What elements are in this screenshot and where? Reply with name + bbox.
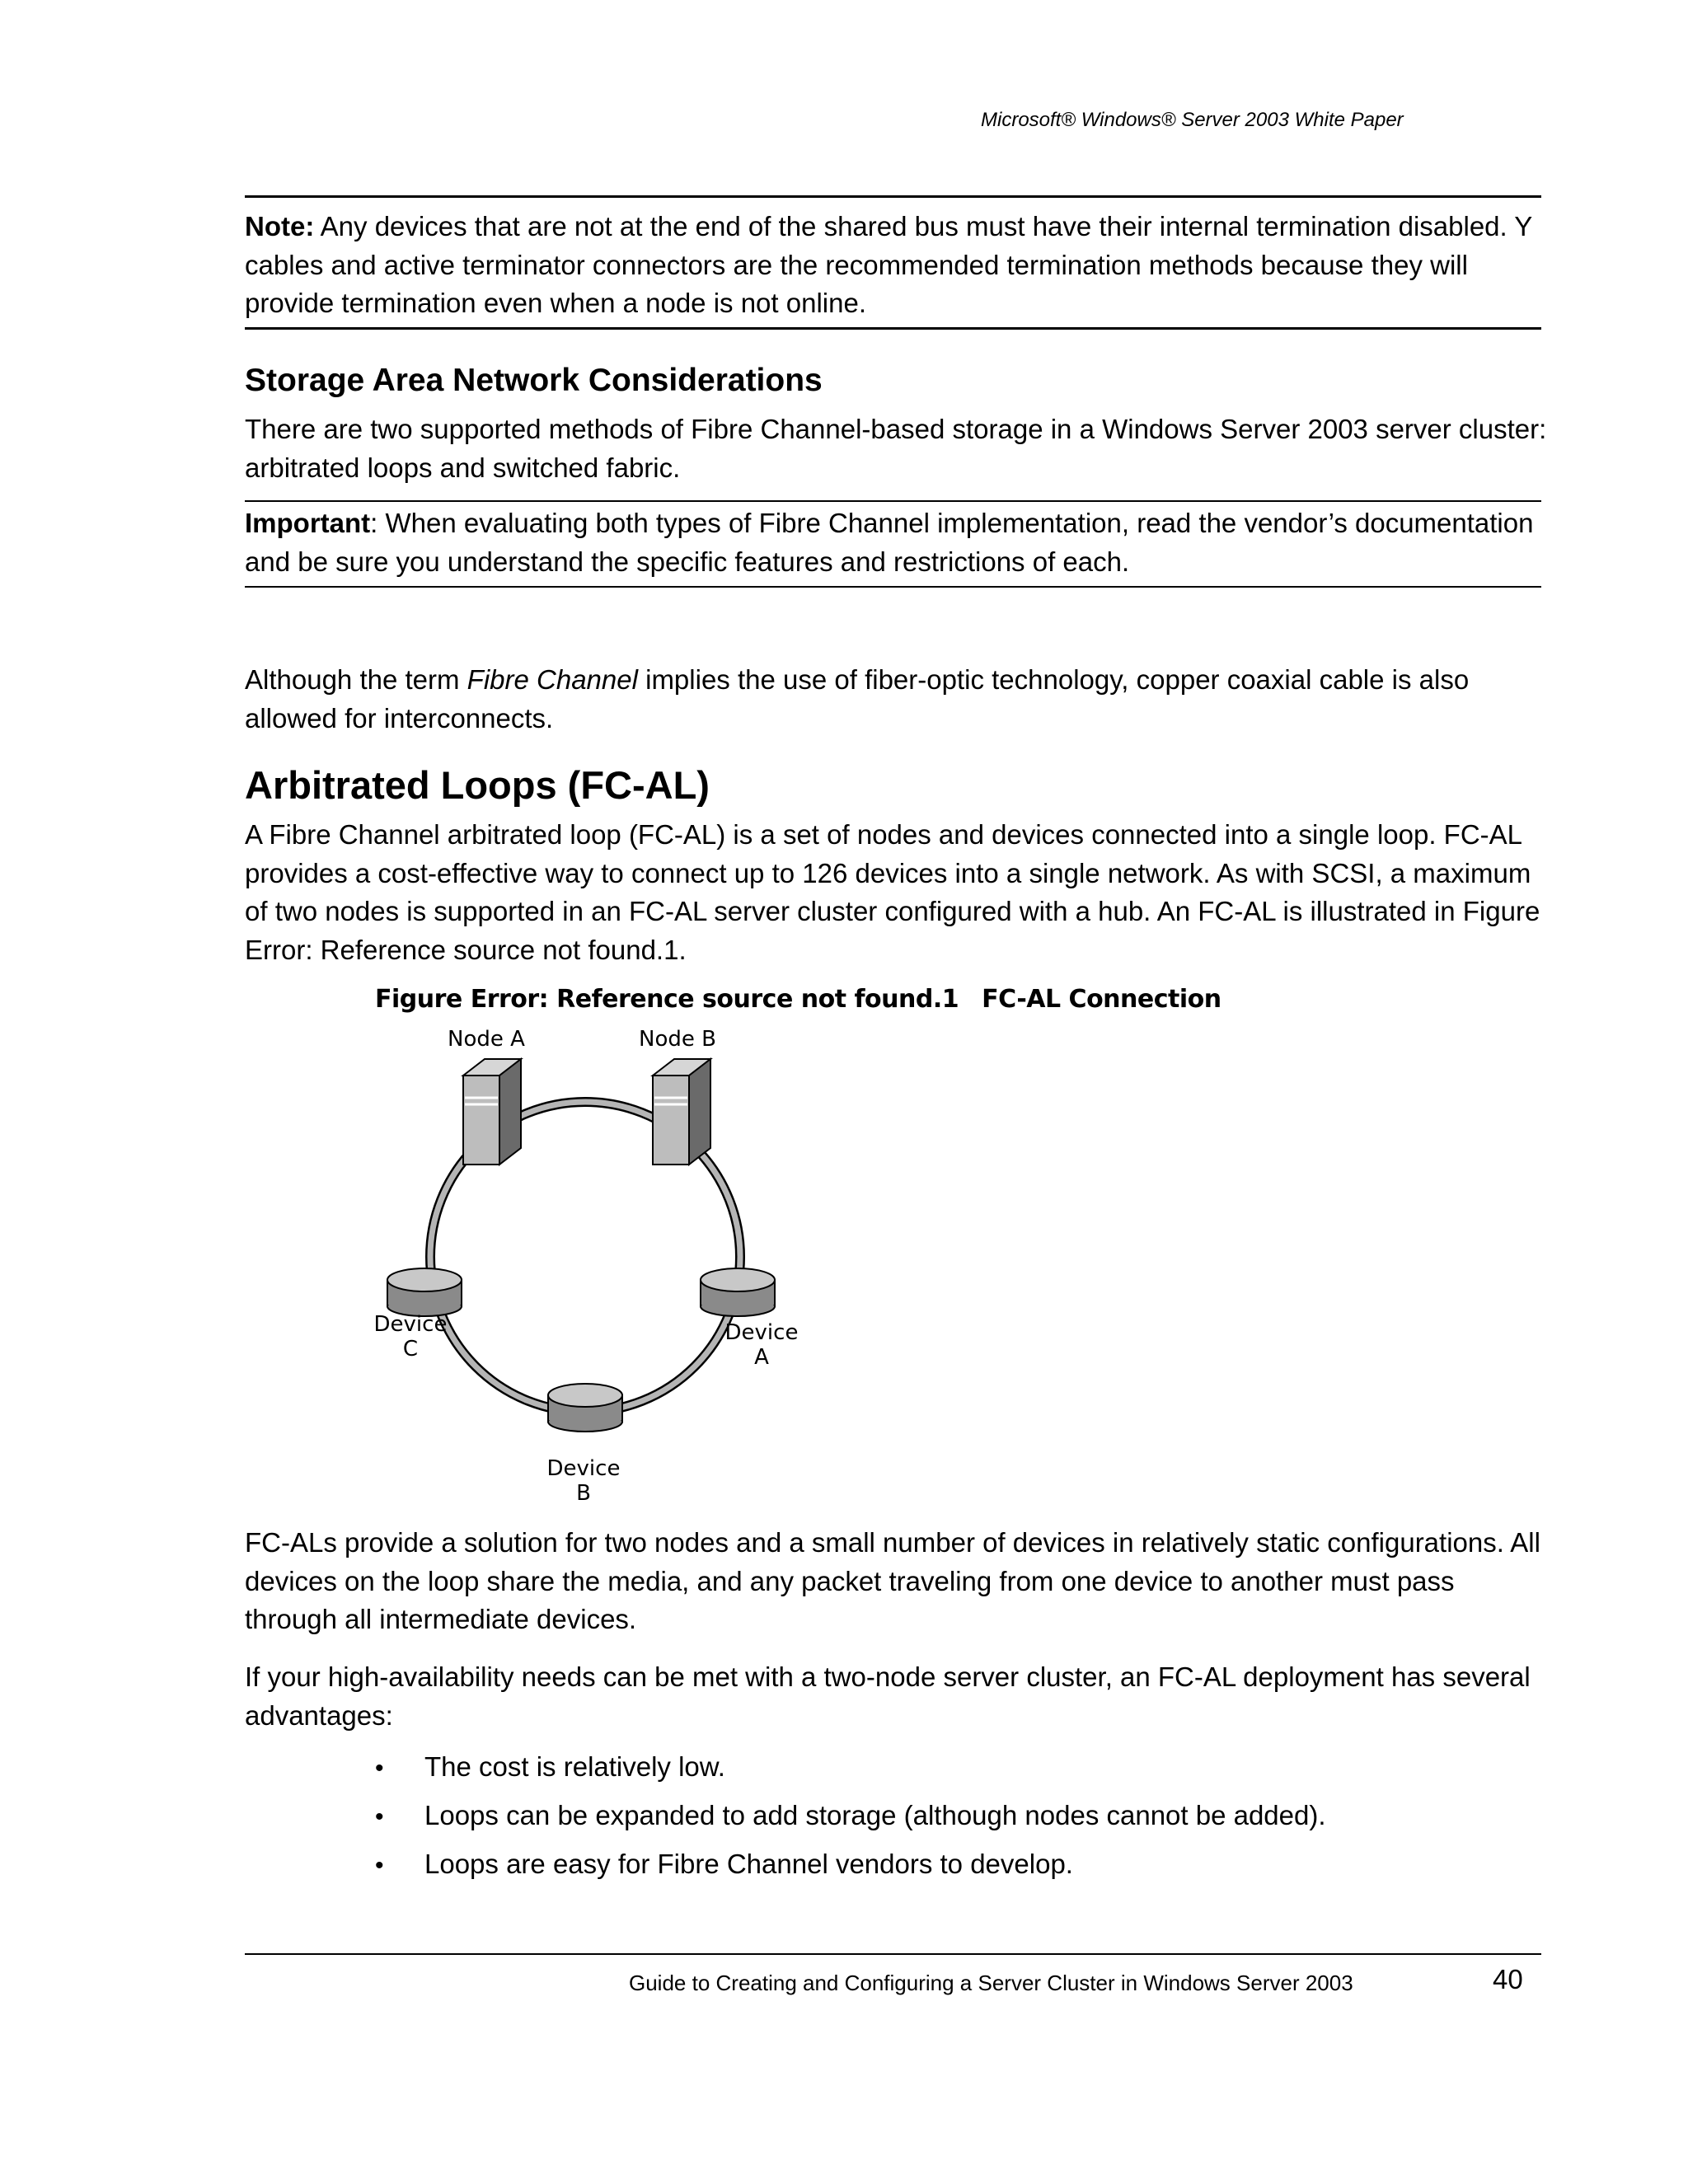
footer-rule	[245, 1953, 1541, 1955]
bullet-icon: •	[375, 1852, 384, 1879]
important-label: Important	[245, 508, 371, 538]
device-c-label-line1: Device	[373, 1312, 448, 1337]
note-text: Any devices that are not at the end of the shared bus must have their internal termination disabled. Y cables and active terminator connectors are the recommended termination methods because they will provide termination even when a node is not online.	[245, 211, 1532, 318]
important-text: : When evaluating both types of Fibre Channel implementation, read the vendor’s documentation and be sure you understand the specific features and restrictions of each.	[245, 508, 1534, 577]
device-b-label-line1: Device	[546, 1456, 621, 1481]
list-item-text: The cost is relatively low.	[424, 1751, 725, 1782]
fibre-text-before: Although the term	[245, 664, 467, 695]
fibre-paragraph	[245, 661, 1547, 738]
section-heading-fcal: Arbitrated Loops (FC-AL)	[245, 763, 710, 807]
note-bottom-rule	[245, 327, 1541, 330]
list-item	[375, 1840, 1326, 1889]
note-paragraph	[245, 208, 1547, 323]
body-paragraph-2: If your high-availability needs can be met with a two-node server cluster, an FC-AL deployment has several advantages:	[245, 1661, 1531, 1731]
device-b-disk-icon	[548, 1384, 622, 1432]
list-item	[375, 1792, 1326, 1840]
important-bottom-rule	[245, 586, 1541, 588]
page-header-title: Microsoft® Windows® Server 2003 White Paper	[981, 109, 1404, 131]
device-a-label-line2: A	[754, 1345, 769, 1370]
device-c-disk-icon	[387, 1268, 462, 1316]
note-top-rule	[245, 195, 1541, 198]
node-b-label: Node B	[639, 1027, 716, 1052]
node-b-server-icon	[653, 1059, 710, 1165]
fcal-intro-paragraph: A Fibre Channel arbitrated loop (FC-AL) is a set of nodes and devices connected into a single loop. FC-AL provides a cost-effective way to connect up to 126 devices into a single network. As with SCSI, a maximum of two nodes is supported in an FC-AL server cluster configured with a hub. An FC-AL is illustrated in Figure Error: Reference source not found.1.	[245, 819, 1540, 965]
san-intro-paragraph: There are two supported methods of Fibre Channel-based storage in a Windows Server 2003 server cluster: arbitrated loops and switched fabric.	[245, 414, 1547, 483]
note-label: Note:	[245, 211, 315, 241]
body-paragraph-1: FC-ALs provide a solution for two nodes and a small number of devices in relatively static configurations. All devices on the loop share the media, and any packet traveling from one device to another must pass through all intermediate devices.	[245, 1527, 1540, 1634]
important-top-rule	[245, 500, 1541, 502]
page-number: 40	[1493, 1964, 1523, 1994]
device-c-label-line2: C	[402, 1337, 419, 1361]
fibre-term: Fibre Channel	[467, 664, 638, 695]
section-heading-san: Storage Area Network Considerations	[245, 363, 823, 398]
figure-caption-title: FC-AL Connection	[982, 985, 1221, 1014]
important-paragraph	[245, 504, 1547, 581]
node-a-server-icon	[463, 1059, 521, 1165]
fibre-text-after: implies the use of fiber-optic technology, copper coaxial cable is also allowed for interconnects.	[245, 664, 1470, 733]
figure-caption	[375, 985, 1221, 1014]
bullet-icon: •	[375, 1755, 384, 1782]
device-a-label-line1: Device	[724, 1320, 799, 1345]
fcal-diagram	[363, 1018, 824, 1512]
list-item	[375, 1743, 1326, 1792]
device-a-disk-icon	[701, 1268, 775, 1316]
bullet-icon: •	[375, 1803, 384, 1830]
figure-caption-ref: Figure Error: Reference source not found.1	[375, 985, 959, 1014]
footer-title: Guide to Creating and Configuring a Server Cluster in Windows Server 2003	[629, 1971, 1353, 1995]
advantages-list	[375, 1743, 1326, 1889]
node-a-label: Node A	[448, 1027, 525, 1052]
list-item-text: Loops are easy for Fibre Channel vendors to develop.	[424, 1849, 1073, 1879]
list-item-text: Loops can be expanded to add storage (although nodes cannot be added).	[424, 1800, 1326, 1830]
device-b-label-line2: B	[576, 1481, 591, 1506]
